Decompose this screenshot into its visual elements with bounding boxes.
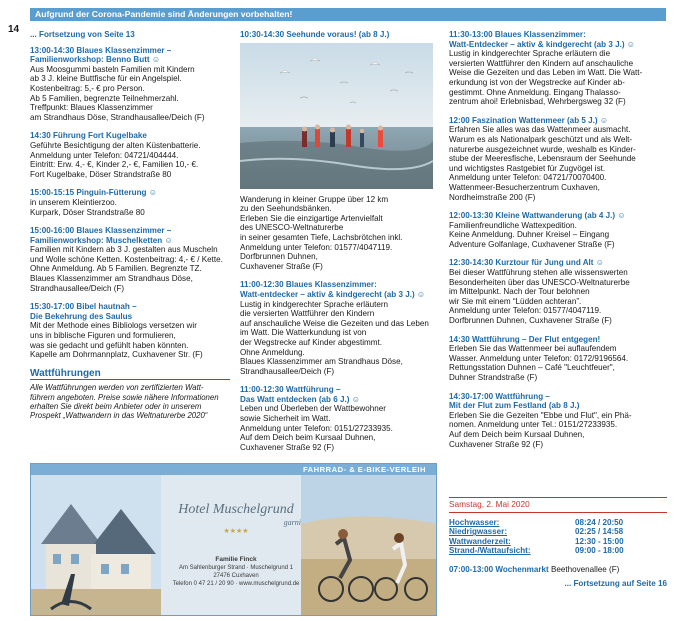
event-text: Weise die Gezeiten und das Leben im Watt. Die Watt-	[449, 68, 643, 78]
event-text: Nordheimstraße 200 (F)	[449, 192, 536, 202]
tide-row	[449, 527, 667, 537]
event-text: Anmeldung unter Telefon: 0151/27233935.	[240, 423, 393, 433]
event-entry	[30, 226, 230, 293]
event-text: am Strandhaus Döse, Strandhausallee/Deich (F)	[30, 112, 205, 122]
column-2	[240, 30, 435, 461]
event-title: 14:30 Führung Fort Kugelbake	[30, 131, 147, 141]
section-text-line: erhalten Sie direkt beim Anbieter oder in unserem	[30, 402, 202, 411]
section-text-line: Prospekt „Wattwandern in das Weltnaturerbe 2020“	[30, 411, 208, 421]
event-text: Leben und Überleben der Wattbewohner	[240, 404, 386, 414]
event-entry	[30, 46, 230, 123]
hotel-phone[interactable]: Telefon 0 47 21 / 20 90 · www.muschelgrund.de	[172, 581, 300, 587]
event-text: Anmeldung unter Telefon: 04721/404444.	[30, 150, 179, 160]
col1-entries	[30, 46, 230, 360]
event-text: Cuxhavener Straße 92 (F)	[240, 442, 335, 452]
event-text: gestimmt. Ohne Anmeldung. Eingang Thalasso-	[449, 87, 621, 97]
event-text: Dorfbrunnen Duhnen,	[240, 252, 318, 262]
event-text: erkundung ist von der Wegstrecke auf Kinder ab-	[449, 77, 625, 87]
event-entry	[449, 116, 667, 202]
event-title: 12:00-13:30 Kleine Wattwanderung (ab 4 J.) ☺	[449, 211, 626, 221]
event-text: Kapelle am Dohrmannplatz, Cuxhavener Str. (F)	[30, 350, 203, 360]
hotel-logo	[171, 502, 301, 535]
event-text: Auf dem Deich beim Kursaal Duhnen,	[240, 433, 376, 443]
event-text: Wanderung in kleiner Gruppe über 12 km	[240, 194, 389, 204]
column-3	[449, 30, 667, 458]
tide-label: Niedrigwasser:	[449, 527, 508, 537]
event-text: Strandhausallee/Deich (F)	[30, 283, 125, 293]
event-text: Auf dem Deich beim Kursaal Duhnen,	[449, 429, 585, 439]
event-text: Strandhausallee/Deich (F)	[240, 366, 335, 376]
event-text: Lustig in kindgerechter Sprache erläutern	[240, 299, 389, 309]
event-text: Erfahren Sie alles was das Wattenmeer ausmacht.	[449, 125, 631, 135]
event-text: im Mittelpunkt. Nach der Tour belohnen	[449, 287, 590, 297]
entry-title	[240, 30, 435, 40]
event-title: 11:00-12:30 Blaues Klassenzimmer:	[240, 280, 377, 290]
event-text: Erleben Sie die einzigartige Artenvielfalt	[240, 213, 383, 223]
event-title: Das Watt entdecken (ab 6 J.) ☺	[240, 394, 360, 404]
hotel-city: 27476 Cuxhaven	[213, 573, 259, 579]
event-text: wir Sie mit einem “Lüdden achteran”.	[449, 296, 582, 306]
event-title: 14:30-17:00 Wattführung –	[449, 391, 550, 401]
event-text: Treffpunkt: Blaues Klassenzimmer	[30, 103, 153, 113]
hotel-family: Familie Finck	[215, 556, 257, 563]
section-text	[30, 383, 230, 420]
event-text: auf anschauliche Weise die Gezeiten und das Leben	[240, 318, 429, 328]
event-title: 13:00-14:30 Blaues Klassenzimmer –	[30, 45, 172, 55]
event-text: Erleben Sie die Gezeiten "Ebbe und Flut", ein Phä-	[449, 410, 632, 420]
event-text: Eintritt: Erw. 4,- €, Kinder 2,- €, Familien 10,- €.	[30, 160, 199, 170]
section-text-line: führern angeboten. Preise sowie nähere Informationen	[30, 392, 219, 402]
event-entry	[449, 392, 667, 450]
event-text: und Wolle schöne Ketten. Kostenbeitrag: 4,- € / Kette.	[30, 254, 223, 264]
event-entry	[240, 280, 435, 376]
event-text: und wichtigstes Rastgebiet für Zugvögel ist.	[449, 163, 606, 173]
event-title: 12:30-14:30 Kurztour für Jung und Alt ☺	[449, 258, 605, 268]
tide-value: 09:00 - 18:00	[575, 546, 624, 556]
event-text: nomen. Anmeldung unter Tel.: 0151/27233935.	[449, 420, 618, 430]
event-title: 12:00 Faszination Wattenmeer (ab 5 J.) ☺	[449, 115, 609, 125]
tide-row	[449, 546, 667, 556]
event-title: 15:30-17:00 Bibel hautnah –	[30, 302, 137, 312]
event-title: 15:00-16:00 Blaues Klassenzimmer –	[30, 226, 172, 236]
event-text: die versierten Wattführer den Kindern	[240, 309, 375, 319]
event-text: der Wegstrecke auf Kinder abgestimmt.	[240, 337, 383, 347]
event-text: Warum es als Nationalpark geschützt und als Welt-	[449, 134, 633, 144]
event-text: Anmeldung unter Telefon: 01577/4047119.	[449, 306, 602, 316]
tide-label: Strand-/Wattaufsicht:	[449, 546, 531, 556]
col2-entries	[240, 280, 435, 452]
tide-value: 02:25 / 14:58	[575, 527, 624, 537]
event-text: zu den Seehundsbänken.	[240, 204, 332, 214]
event-entry	[449, 335, 667, 383]
event-text: Wasser. Anmeldung unter Telefon: 0172/9196564.	[449, 353, 629, 363]
bike-rental-banner: FAHRRAD- & E-BIKE-VERLEIH	[31, 464, 436, 475]
hotel-address: Am Sahlenburger Strand · Muschelgrund 1	[178, 565, 294, 571]
event-title: Mit der Flut zum Festland (ab 8 J.)	[449, 401, 580, 411]
event-entry	[30, 188, 230, 217]
mudflat-walk-photo	[240, 43, 433, 189]
event-text: Ohne Anmeldung.	[240, 347, 305, 357]
event-text: Mit der Methode eines Bibliologs versetzen wir	[30, 321, 197, 331]
tide-value: 08:24 / 20:50	[575, 517, 624, 527]
event-text: ab 3 J. kleine Buttfische für ein Angelspiel.	[30, 74, 182, 84]
hotel-sub: garni	[283, 518, 301, 527]
tide-row	[449, 537, 667, 547]
event-title: 14:30 Wattführung – Der Flut entgegen!	[449, 334, 601, 344]
corona-notice-banner: Aufgrund der Corona-Pandemie sind Änderungen vorbehalten!	[30, 8, 666, 21]
event-text: Anmeldung unter Telefon: 04721/70070400.	[449, 173, 607, 183]
event-text: Cuxhavener Straße (F)	[240, 261, 323, 271]
tide-value: 12:30 - 15:00	[575, 536, 624, 546]
column-1	[30, 30, 230, 421]
event-text: Cuxhavener Straße 92 (F)	[449, 439, 544, 449]
tide-table	[449, 518, 667, 556]
event-text: in seiner gesamten Tiefe, Lachsbrötchen inkl.	[240, 232, 403, 242]
event-title: 10:30-14:30 Seehunde voraus! (ab 8 J.)	[240, 30, 390, 39]
event-text: Familienfreundliche Wattexpedition.	[449, 220, 577, 230]
event-text: sowie Sicherheit im Watt.	[240, 414, 331, 424]
event-text: stube der Meeresfische, Lebensraum der Seehunde	[449, 154, 636, 164]
ad-background	[31, 464, 437, 616]
continued-from: ... Fortsetzung von Seite 13	[30, 30, 135, 39]
tide-label: Wattwanderzeit:	[449, 536, 511, 546]
event-text: Erleben Sie das Wattenmeer bei auflaufendem	[449, 344, 617, 354]
event-title: 11:00-12:30 Wattführung –	[240, 385, 341, 395]
event-title: Familienworkshop: Benno Butt ☺	[30, 55, 161, 65]
event-title: Watt-entdecker – aktiv & kindgerecht (ab 3 J.) ☺	[240, 289, 426, 299]
event-entry	[30, 131, 230, 179]
event-text: Geführte Besichtigung der alten Küstenbatterie.	[30, 140, 201, 150]
market-time: 07:00-13:00 Wochenmarkt	[449, 564, 549, 574]
tide-row	[449, 518, 667, 528]
market-place: Beethovenallee (F)	[548, 564, 620, 574]
event-text: Fort Kugelbake, Döser Strandstraße 80	[30, 169, 172, 179]
hotel-contact	[161, 556, 311, 588]
event-title: 15:00-15:15 Pinguin-Fütterung ☺	[30, 188, 157, 198]
page-number: 14	[8, 24, 20, 35]
event-text: Kurpark, Döser Strandstraße 80	[30, 207, 145, 217]
event-text: versierten Wattführer den Kindern auf anschauliche	[449, 58, 634, 68]
hotel-name: Hotel Muschelgrund	[178, 502, 294, 517]
event-text: was sie gedacht und gefühlt haben könnten.	[30, 340, 189, 350]
section-text-line: Alle Wattführungen werden von zertifizierten Watt-	[30, 383, 204, 393]
event-text: Anmeldung unter Telefon: 01577/4047119.	[240, 242, 393, 252]
event-text: Familien mit Kindern ab 3 J. gestalten aus Muscheln	[30, 245, 218, 255]
event-title: Die Bekehrung des Saulus	[30, 311, 133, 321]
event-text: Blaues Klassenzimmer am Strandhaus Döse,	[240, 357, 403, 367]
col3-entries	[449, 30, 667, 449]
saturday-section	[449, 497, 667, 588]
event-text: Blaues Klassenzimmer am Strandhaus Döse,	[30, 274, 193, 284]
event-text: im Watt. Die Watterkundung ist von	[240, 328, 367, 338]
event-text: uns in biblische Figuren und formulieren,	[30, 331, 176, 341]
event-entry	[240, 385, 435, 452]
tide-label: Hochwasser:	[449, 517, 500, 527]
hotel-stars: ★★★★	[223, 528, 249, 535]
section-heading-wattfuehrungen: Wattführungen	[30, 369, 230, 381]
entry-body	[240, 195, 435, 272]
event-entry	[449, 211, 667, 249]
continued-to: ... Fortsetzung auf Seite 16	[564, 578, 667, 588]
event-text: Kostenbeitrag: 5,- € pro Person.	[30, 83, 145, 93]
hotel-advertisement	[30, 463, 437, 616]
event-text: Lustig in kindgerechter Sprache erläutern die	[449, 49, 611, 59]
event-text: Keine Anmeldung. Duhner Kreisel – Eingang	[449, 230, 610, 240]
event-text: Rettungsstation Duhnen – Café "Leuchtfeuer",	[449, 363, 615, 373]
event-text: des UNESCO-Weltnaturerbe	[240, 223, 344, 233]
event-text: Aus Moosgummi basteln Familien mit Kindern	[30, 64, 195, 74]
event-text: Dorfbrunnen Duhnen, Cuxhavener Straße (F)	[449, 316, 612, 326]
event-text: Ab 5 Familien, begrenzte Teilnehmerzahl.	[30, 93, 179, 103]
event-text: Bei dieser Wattführung stehen alle wissenswerten	[449, 268, 628, 278]
event-title: 11:30-13:00 Blaues Klassenzimmer:	[449, 30, 586, 39]
market-entry	[449, 565, 667, 575]
event-text: Duhner Strandstraße (F)	[449, 373, 538, 382]
event-text: Wattenmeer-Besucherzentrum Cuxhaven,	[449, 182, 600, 192]
event-title: Familienworkshop: Muschelketten ☺	[30, 235, 173, 245]
event-entry	[449, 30, 667, 107]
event-title: Watt-Entdecker – aktiv & kindgerecht (ab 3 J.) ☺	[449, 39, 636, 49]
event-text: zentrum ahoi! Erlebnisbad, Wehrbergsweg 32 (F)	[449, 97, 626, 107]
saturday-date: Samstag, 2. Mai 2020	[449, 497, 667, 513]
event-text: in unserem Kleintierzoo.	[30, 197, 117, 207]
event-text: Besonderheiten über das UNESCO-Weltnaturerbe	[449, 277, 630, 287]
event-entry	[30, 302, 230, 360]
event-text: Adventure Golfanlage, Cuxhavener Straße (F)	[449, 239, 615, 249]
event-text: Ohne Anmeldung. Ab 5 Familien. Begrenzte TZ.	[30, 264, 202, 274]
event-entry	[449, 258, 667, 325]
event-text: naturerbe ausgezeichnet wurde, weshalb es Kinder-	[449, 144, 636, 154]
